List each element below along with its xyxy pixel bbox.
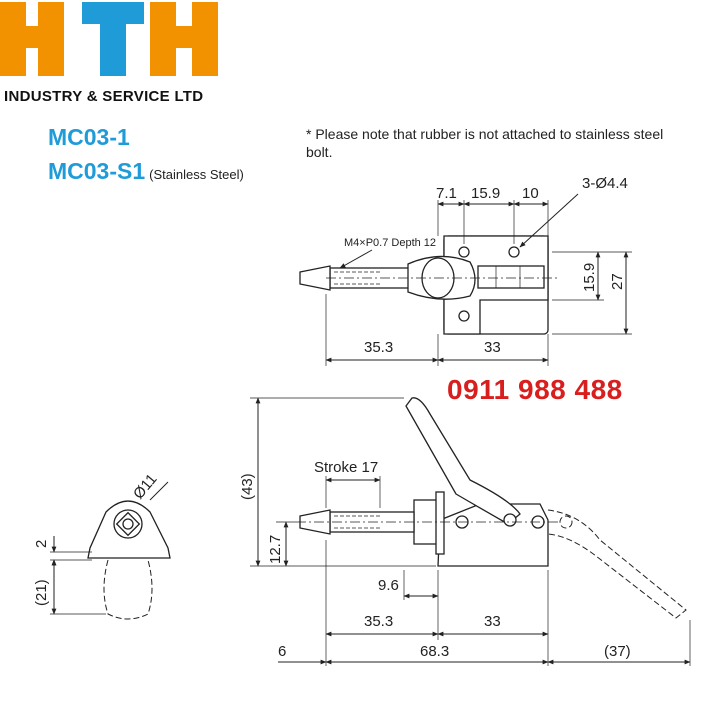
rubber-note: * Please note that rubber is not attached to stainless steel bolt.	[306, 126, 664, 160]
dim-right-27: 27	[609, 273, 626, 290]
dim-side-35-3: 35.3	[364, 613, 394, 630]
side-view-guide-flange	[436, 492, 444, 554]
dim-right-15-9: 15.9	[581, 262, 598, 292]
holes-label: 3-Ø4.4	[582, 175, 628, 192]
side-view	[239, 398, 690, 666]
dim-end-2: 2	[33, 539, 50, 548]
thread-label: M4×P0.7 Depth 12	[344, 237, 437, 249]
dim-side-9-6: 9.6	[378, 577, 399, 594]
phone-number: 0911 988 488	[447, 374, 623, 405]
dim-side-37: (37)	[604, 643, 631, 660]
dim-top-len-35-3: 35.3	[364, 339, 394, 356]
top-view	[300, 175, 632, 366]
dim-side-6: 6	[278, 643, 287, 660]
side-view-pivot-2	[504, 514, 516, 526]
model-name-stainless: MC03-S1	[48, 158, 146, 184]
top-view-hole-3	[459, 311, 469, 321]
model-material-note: (Stainless Steel)	[149, 167, 244, 182]
dim-top-7-1: 7.1	[436, 185, 457, 202]
top-view-hole-2	[509, 247, 519, 257]
dim-side-68-3: 68.3	[420, 643, 450, 660]
top-view-linkage	[478, 266, 544, 288]
dim-side-33: 33	[484, 613, 501, 630]
dim-side-43: (43)	[239, 473, 256, 500]
company-name: INDUSTRY & SERVICE LTD	[4, 88, 204, 105]
dim-top-15-9: 15.9	[471, 185, 501, 202]
dim-top-10: 10	[522, 185, 539, 202]
stroke-label: Stroke 17	[314, 459, 379, 476]
model-name-primary: MC03-1	[48, 124, 130, 150]
top-view-hole-1	[459, 247, 469, 257]
end-view-bore	[123, 519, 133, 529]
end-view-handle-ghost	[104, 560, 152, 619]
dim-end-21: (21)	[33, 579, 50, 606]
end-view	[33, 471, 170, 619]
dim-end-diameter: Ø11	[130, 470, 161, 503]
dim-top-len-33: 33	[484, 339, 501, 356]
dim-side-12-7: 12.7	[267, 534, 284, 564]
side-view-handle-open	[548, 510, 686, 618]
top-view-rubber-tip	[300, 266, 330, 290]
